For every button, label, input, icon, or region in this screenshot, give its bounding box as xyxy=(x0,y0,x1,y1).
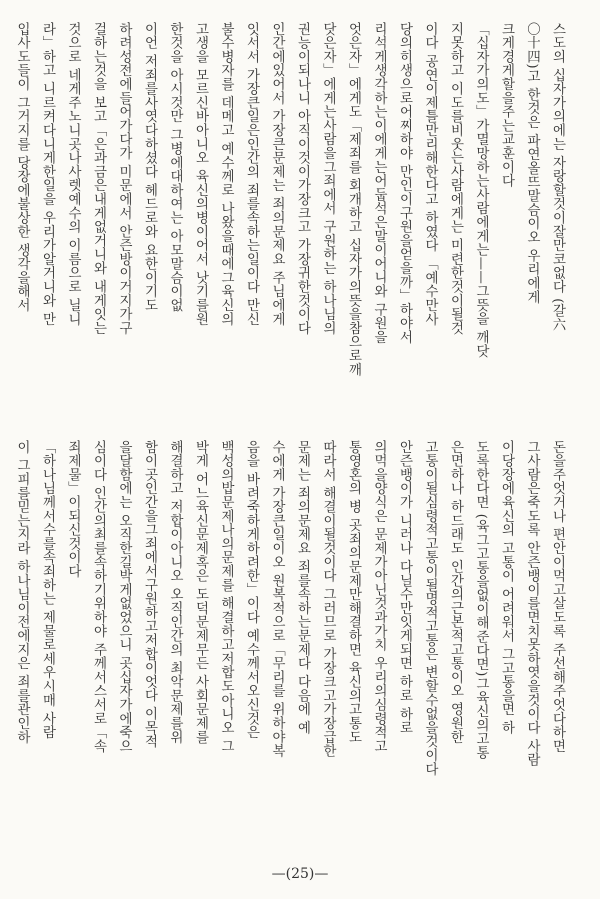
text-column: 따라서 해결이될것이다 그러므로 가장크고가장급한 xyxy=(320,440,336,758)
text-column: 의먹을양식은 문제가아닌것과가치 우리의심령적고 xyxy=(371,440,387,753)
text-column: 박게 어느육신문제혹은 도덕문제무든 사회문제를 xyxy=(193,440,208,744)
text-column: 「십자가의도」가멸망하는사람에게는——그뜻을 깨닷 xyxy=(473,22,489,358)
text-column: 이다 공연이제틀만리해한다고 하였다 「예수만사 xyxy=(422,22,438,326)
text-column: 이 그피를믿는지라 하나님이전에지은 죄를관인하 xyxy=(14,440,30,744)
text-column: 라」하고 니르켜다니게한일을 우리가알거니와 만 xyxy=(40,22,55,326)
text-column: 엇은자」에게도「제죄를 회개하고 십자가의뜻을참으로깨 xyxy=(346,22,361,377)
text-column: 돈을주엇거나 편안이먹고살도록 주선해주엇다하면 xyxy=(550,440,565,753)
text-column: 죄제물」이되신것이다 xyxy=(65,440,81,578)
text-column: 당의히생으로어찌하야 만인이구원을얻을까」하야서 xyxy=(397,22,412,345)
text-column: 그사람은죽도록 안즌뱅이를면치못하엿을것이다 사람 xyxy=(524,440,540,767)
text-column: 도록한다면 (육그고통을없이해준다면)그육신의고통 xyxy=(473,440,489,760)
text-column: 은면하나 하드래도 인간의근본적고통이오 영원한 xyxy=(448,440,463,744)
text-column: 불수병자를 데메고 예수께로 나왔을때에그육신의 xyxy=(218,22,234,326)
text-column: 고생을 모르신바아니오 육신의병이어서 낫기를원 xyxy=(193,22,208,326)
text-column: 하려성전에들어가다가 미문에서 안즌방이거지가구 xyxy=(116,22,132,335)
text-column: 것으로 네게주노니곳나사렛예수의 이름으로 닐니 xyxy=(65,22,81,326)
text-column: 닷은자」에게는사람을그죄에서 구원하는 하나님의 xyxy=(320,22,336,335)
text-column: 리석게생각하는이에게는어둡석은말이어니와 구원을 xyxy=(371,22,387,345)
text-column: 「하나님께서수를속죄하는 제물로세우시매 사람 xyxy=(40,440,55,740)
text-column: 안즌뱅이가 니러나 다닐수만잇게되면 하로 하로 xyxy=(397,440,412,735)
text-column: 통영혼의 병 곳죄의문제만해결하면 육신의고통도 xyxy=(346,440,361,744)
text-column: 걸하는것을 보고「은과금은내게없거니와 내게잇는 xyxy=(91,22,106,335)
text-column: 권능이되나니 아직이것이가장크고 가장귀한것이다 xyxy=(295,22,310,335)
text-column: 문제는 죄의문제요 죄를속하는문제다 다음에 예 xyxy=(295,440,310,735)
text-column: 고통이될심령적고통이될명적고통은 변할수없을것이다 xyxy=(422,440,438,776)
text-column: 크게경게할을주는교훈이다 xyxy=(499,22,514,188)
page-number: —(25)— xyxy=(271,866,329,882)
text-column: 이당장에육신의 고통이 어려워서 그고통을면 하 xyxy=(499,440,514,735)
text-column: 지못하고 이도를비웃는사람에게는 미련한것이될것 xyxy=(448,22,463,335)
text-column: 심이다 인간의최를속하기위하야 주께서스서로「속 xyxy=(91,440,106,753)
text-column: 스도의 십자가의에는 자랑할것이잘만코없다 (갈六 xyxy=(550,22,565,332)
lower-text-block xyxy=(9,440,570,854)
text-column: 인간에있어서 가장큰문제는 죄의문제요 주님에게 xyxy=(269,22,285,326)
text-column: 이언 저죄를사엿다하셨다 헤드로와 요한이기도 xyxy=(142,22,157,312)
text-column: 을달함에는 오직한길박게없었으니 곳십자가에죽으 xyxy=(116,440,132,753)
text-column: 수에게 가장큰일이오 원복적으로「무리를 위하야복 xyxy=(269,440,285,758)
text-column: 백성의밥문제나의문제를 해결하고저합도아니오 그 xyxy=(218,440,234,753)
upper-text-block xyxy=(9,22,570,426)
text-column: 〇十四)고 한것은 파연올뜨말슴이오 우리에게 xyxy=(524,22,540,304)
text-column: 입사도들이 그거지를 당장에불상한 생각을해서 xyxy=(14,22,30,312)
text-column: 잇서서 가장큰일은인간의 죄를속하는일이다 만신 xyxy=(244,22,259,326)
text-column: 해결하고 저합이아니오 오직인간의 최악문제를위 xyxy=(167,440,183,744)
text-column: 함이곳인간을그죄에서구원하고저합이엇다 이목적 xyxy=(142,440,157,749)
text-column: 음을 바려죽하게하려한」이다 예수께서오신것은 xyxy=(244,440,259,740)
text-column: 한것을 아시것만 그병에대하여는 아모말슴이없 xyxy=(167,22,183,312)
